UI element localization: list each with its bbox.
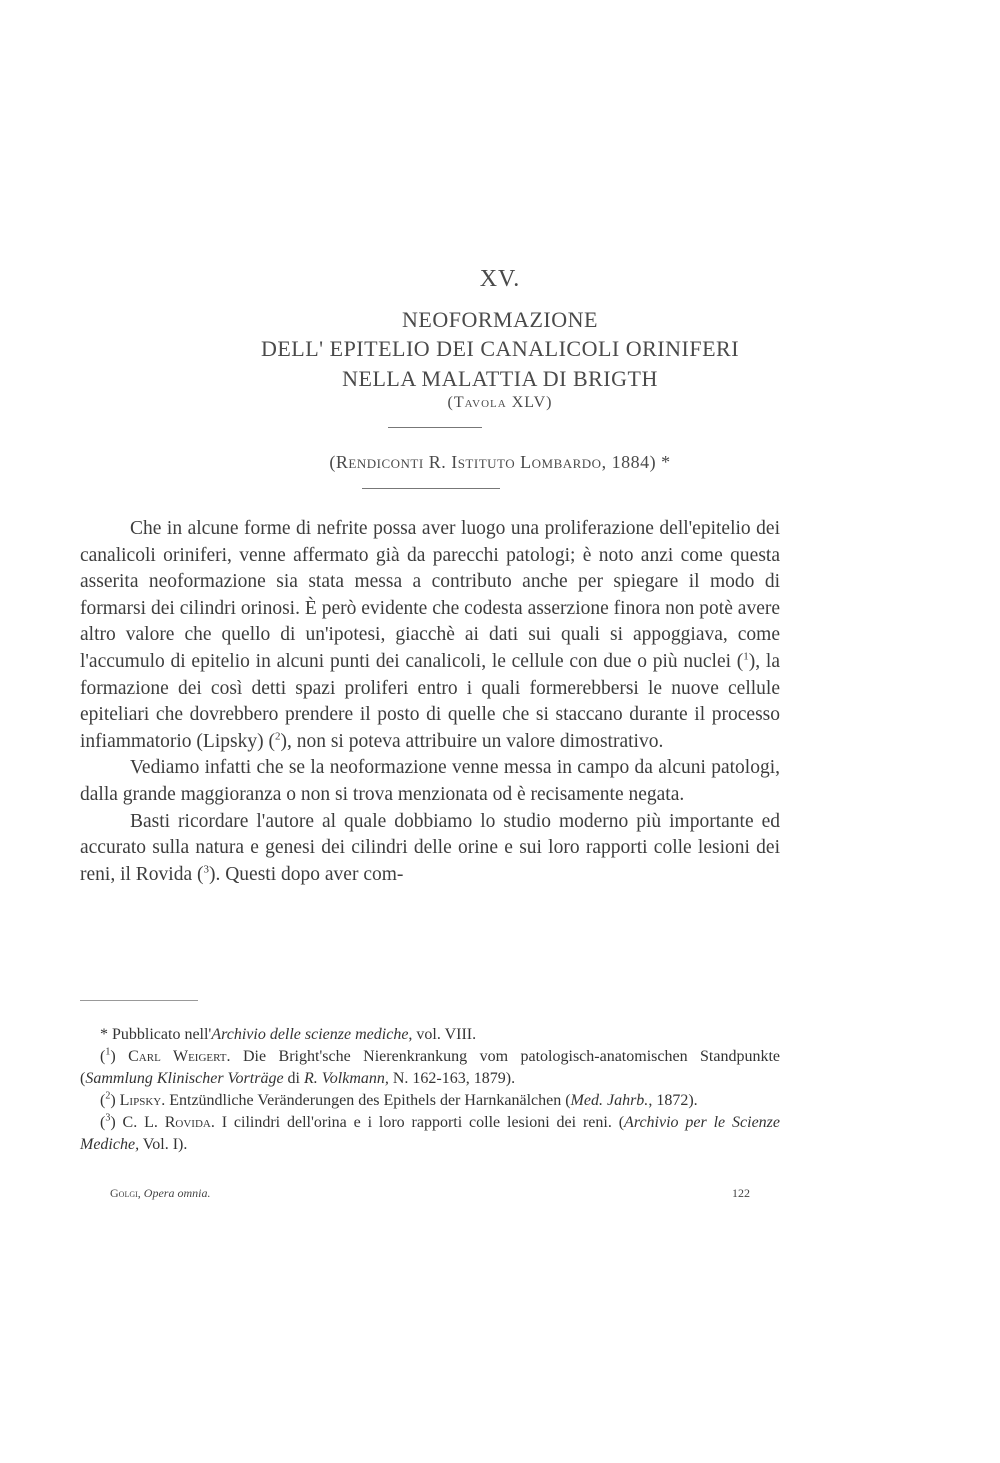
footnote-ref-1: 1 <box>743 650 749 663</box>
footnote-2-author: Lipsky <box>119 1092 162 1109</box>
source-journal: Rendiconti <box>335 452 424 472</box>
footnote-1-mark: 1 <box>105 1046 111 1058</box>
footnote-1: ($^1$) Carl Weigert. Die Bright'sche Nierenkrankung vom patologisch-anatomischen Standpunkte (Sammlung Klinischer Vorträge di R. Volkmann, N. 162-163, 1879). <box>80 1046 781 1087</box>
footnote-1-part-a: . Die Bright'sche Nierenkrankung vom patologisch-anatomischen Standpunkte ( <box>80 1048 781 1087</box>
footnote-star <box>80 1024 780 1046</box>
source-year: , 1884) * <box>601 452 671 472</box>
footnote-star-part-b: vol. VIII. <box>412 1026 477 1043</box>
running-foot-author: Golgi <box>110 1186 138 1200</box>
title-rule <box>388 427 482 428</box>
footnote-1-editor: R. Volkmann, <box>304 1070 389 1087</box>
footnote-ref-2: 2 <box>274 730 281 743</box>
title-line-2: DELL' EPITELIO DEI CANALICOLI ORINIFERI <box>260 336 740 361</box>
plate-open: ( <box>447 394 454 411</box>
paragraph-1-part-b: ), la formazione dei così detti spazi proliferi entro i quali formerebbersi le nuove cellule epiteliari che dovrebbero prendere il posto di quelle che si staccano durante il processo infiammatorio (Lipsky) ( <box>80 650 780 752</box>
title-line-3: NELLA MALATTIA DI BRIGTH <box>342 366 658 391</box>
title-line-1: NEOFORMAZIONE <box>402 307 598 332</box>
source-r: R. <box>423 452 452 472</box>
footnote-1-part-b: di <box>283 1070 304 1087</box>
source-open: ( <box>329 452 336 472</box>
paragraph-1-part-c: ), non si poteva attribuire un valore dimostrativo. <box>280 730 664 752</box>
footnote-1-author: Carl Weigert <box>128 1048 227 1065</box>
body-text <box>80 516 780 888</box>
source-institute: Istituto Lombardo <box>451 452 602 472</box>
plate-number: XLV) <box>506 394 553 411</box>
paragraph-3-part-a: Basti ricordare l'autore al quale dobbiamo lo studio moderno più importante ed accurato sulla natura e genesi dei cilindri delle orine e sui loro rapporti colle lesioni dei reni, il Rovida ( <box>80 810 780 885</box>
paragraph-2: Vediamo infatti che se la neoformazione venne messa in campo da alcuni patologi, dalla grande maggioranza o non si trova menzionata od è recisamente negata. <box>80 757 780 805</box>
footnotes <box>80 1024 780 1156</box>
footnote-star-journal: Archivio delle scienze mediche, <box>211 1026 413 1043</box>
footnote-3-part-a: . I cilindri dell'orina e i loro rapporti colle lesioni dei reni. ( <box>210 1114 625 1131</box>
footnote-ref-3: 3 <box>203 863 209 876</box>
plate-label: Tavola <box>453 394 507 411</box>
footnote-1-series: Sammlung Klinischer Vorträge <box>85 1070 284 1087</box>
source-citation <box>0 452 1000 473</box>
signature-mark: 122 <box>732 1186 750 1200</box>
footnote-2-mark: 2 <box>105 1090 111 1102</box>
footnote-star-part-a: * Pubblicato nell' <box>100 1026 212 1043</box>
footnote-3-initials: C. L. <box>115 1114 165 1131</box>
running-foot-work <box>110 1186 210 1201</box>
footnote-3-part-b: Vol. I). <box>139 1136 188 1153</box>
paragraph-1-part-a: Che in alcune forme di nefrite possa aver luogo una proliferazione dell'epitelio dei canalicoli oriniferi, venne affermato già da parecchi patologi; è noto anzi come questa asserita neoformazione sia stata messa a contributo anche per spiegare il modo di formarsi dei cilindri orinosi. È però evidente che codesta asserzione finora non potè avere altro valore che quello di un'ipotesi, giacchè ai dati sui quali si appoggiava, come l'accumulo di epitelio in alcuni punti dei canalicoli, le cellule con due o più nuclei ( <box>80 518 780 672</box>
source-rule <box>362 488 500 489</box>
footnote-2: ($^2$) Lipsky. Entzündliche Veränderungen des Epithels der Harnkanälchen (Med. Jahrb., 1872). <box>100 1090 698 1109</box>
footnote-2-journal: Med. Jahrb. <box>570 1092 649 1109</box>
footnote-1-part-c: N. 162-163, 1879). <box>388 1070 516 1087</box>
paragraph-1 <box>80 516 780 755</box>
footnote-separator <box>80 1000 198 1001</box>
paragraph-3 <box>80 809 780 889</box>
footnote-2-part-b: , 1872). <box>648 1092 698 1109</box>
paragraph-3-part-b: ). Questi dopo aver com- <box>208 863 404 885</box>
plate-reference <box>0 394 1000 412</box>
footnote-3: ($^3$) C. L. Rovida. I cilindri dell'orina e i loro rapporti colle lesioni dei reni. (Archivio per le Scienze Mediche, Vol. I). <box>80 1112 781 1153</box>
footnote-2-part-a: . Entzündliche Veränderungen des Epithels der Harnkanälchen ( <box>161 1092 571 1109</box>
footnote-3-journal: Archivio per le Scienze Mediche, <box>80 1114 781 1153</box>
running-foot-title: Opera omnia. <box>143 1186 211 1200</box>
chapter-number: XV. <box>479 266 521 292</box>
footnote-3-author: Rovida <box>164 1114 211 1131</box>
running-foot-sep: , <box>137 1186 144 1200</box>
footnote-3-mark: 3 <box>105 1112 111 1124</box>
